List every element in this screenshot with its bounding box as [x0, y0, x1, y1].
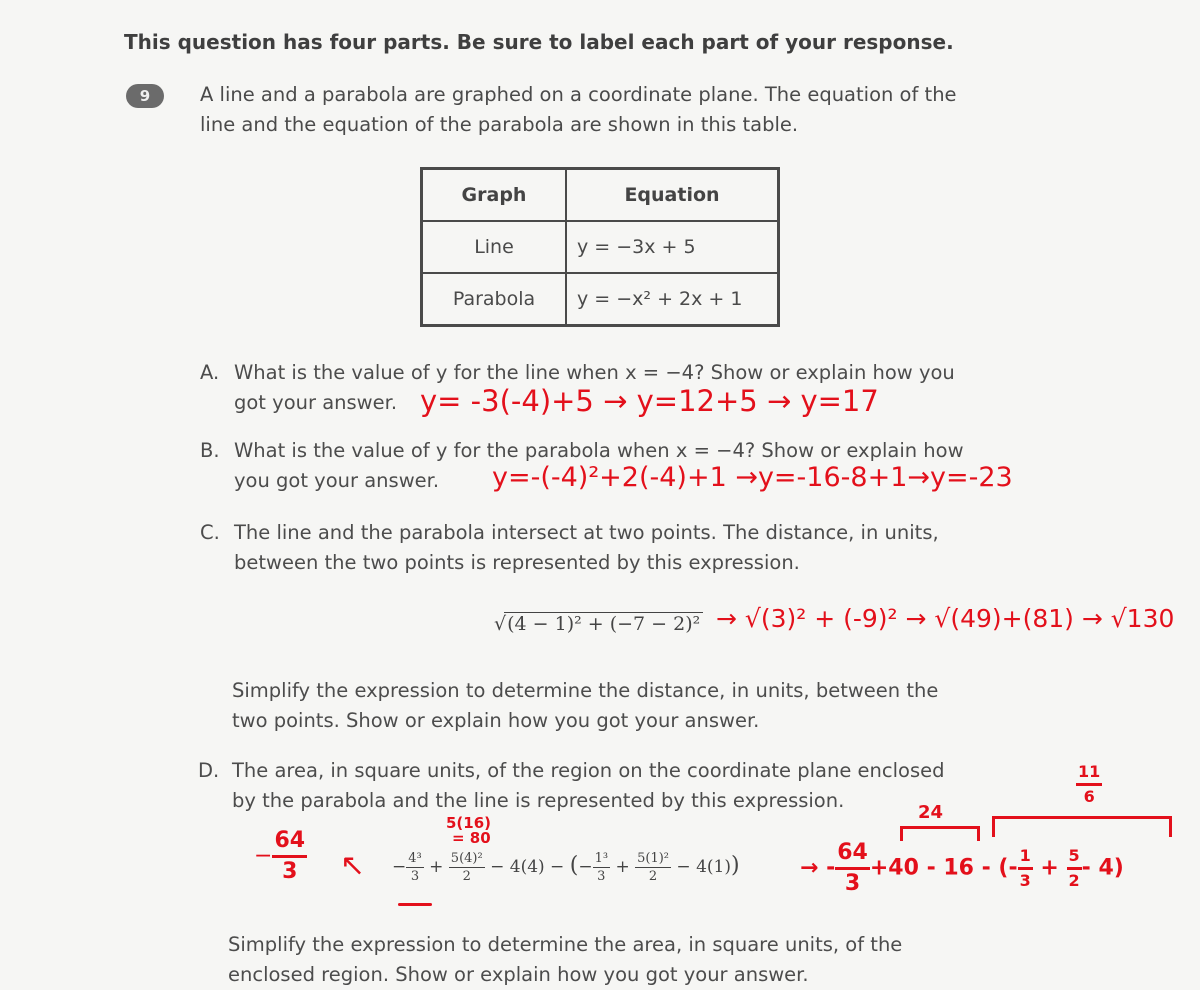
table-header-equation: Equation	[566, 169, 779, 222]
stem-line-1: A line and a parabola are graphed on a coordinate plane. The equation of the	[200, 83, 957, 106]
table-cell-equation: y = −x² + 2x + 1	[566, 273, 779, 326]
part-c-simplify-prompt	[232, 676, 938, 736]
term6: − 4(1)	[676, 857, 731, 877]
hw-work-f2-den: 2	[1068, 871, 1080, 890]
term4-denominator: 3	[597, 869, 606, 884]
term3: − 4(4) −	[490, 857, 565, 877]
hw-note-line-1: 5(16)	[446, 814, 492, 832]
part-c-simplify-2: two points. Show or explain how you got your answer.	[232, 709, 760, 732]
term2-denominator: 2	[462, 869, 471, 884]
part-d-simplify-2: enclosed region. Show or explain how you got your answer.	[228, 963, 809, 986]
part-c-simplify-1: Simplify the expression to determine the distance, in units, between the	[232, 679, 939, 702]
hw-work-tail: - 4)	[1081, 855, 1124, 881]
part-b-text-1: What is the value of y for the parabola when x = −4? Show or explain how	[234, 439, 964, 462]
part-d-simplify-prompt	[228, 930, 902, 990]
hw-work-numerator: 64	[835, 842, 870, 870]
term5-numerator: 5(1)²	[637, 851, 670, 866]
hw-brace-2-label	[1076, 764, 1102, 805]
hw-brace-1-label: 24	[918, 802, 944, 823]
part-d-text-1: The area, in square units, of the region on the coordinate plane enclosed	[232, 759, 945, 782]
hw-work-arrow: → -	[800, 855, 836, 881]
part-b-handwritten-answer: y=-(-4)²+2(-4)+1 →y=-16-8+1→y=-23	[492, 462, 1013, 493]
part-d-area-expression: − $\frac{\text{4³}}{3}$ + $\frac{\text{5(4)²}}{2}$ − 4(4) − (− $\frac{\text{1³}}{3}$ + $\frac{\text{5(1)²}}{2}$ − 4(1))	[392, 851, 740, 884]
hw-work-f1-den: 3	[1019, 871, 1031, 890]
part-d	[198, 756, 945, 816]
section-instructions: This question has four parts. Be sure to label each part of your response.	[124, 30, 954, 54]
part-a-handwritten-answer: y= -3(-4)+5 → y=12+5 → y=17	[420, 384, 879, 418]
hw-brace-1	[900, 826, 980, 841]
part-a-label: A.	[200, 361, 220, 384]
hw-left-denominator: 3	[282, 859, 298, 884]
term2-numerator: 5(4)²	[450, 851, 483, 866]
hw-underline	[398, 903, 432, 906]
hw-brace-2-numerator: 11	[1076, 764, 1102, 786]
term1-denominator: 3	[410, 869, 420, 884]
part-c-handwritten-work: → √(3)² + (-9)² → √(49)+(81) → √130	[716, 604, 1175, 633]
table-header-graph: Graph	[422, 169, 567, 222]
hw-work-middle: +40 - 16 - (-	[869, 855, 1018, 881]
part-c-label: C.	[200, 521, 220, 544]
question-stem	[200, 80, 1100, 140]
hw-left-numerator: 64	[272, 830, 307, 858]
equation-table	[420, 167, 780, 327]
hw-brace-2-denominator: 6	[1083, 787, 1095, 806]
part-d-handwritten-work: → - $\frac{64}{3}$ +40 - 16 - (- $\frac{1}{3}$ + $\frac{5}{2}$ - 4)	[800, 840, 1124, 896]
part-d-label: D.	[198, 759, 220, 782]
part-b-label: B.	[200, 439, 220, 462]
part-c-text-1: The line and the parabola intersect at two points. The distance, in units,	[234, 521, 939, 544]
hw-work-f2-num: 5	[1067, 848, 1082, 870]
part-b-text-2: you got your answer.	[234, 469, 440, 492]
term5-denominator: 2	[648, 869, 658, 884]
table-header-row	[422, 169, 779, 222]
sqrt-icon: √	[494, 613, 507, 635]
table-cell-equation: y = −3x + 5	[566, 221, 779, 273]
table-cell-graph: Parabola	[422, 273, 567, 326]
arrow-up-left-icon: ↖	[340, 848, 366, 883]
table-cell-graph: Line	[422, 221, 567, 273]
hw-work-f1-num: 1	[1018, 848, 1033, 870]
part-d-handwritten-note: 5(16) = 80	[446, 814, 492, 847]
stem-line-2: line and the equation of the parabola are shown in this table.	[200, 113, 799, 136]
part-a-text-2: got your answer.	[234, 391, 398, 414]
term4-numerator: 1³	[594, 851, 609, 866]
part-d-simplify-1: Simplify the expression to determine the area, in square units, of the	[228, 933, 903, 956]
part-c	[200, 518, 939, 578]
hw-work-denominator: 3	[844, 871, 861, 896]
part-d-handwritten-result: − $\frac{64}{3}$	[254, 828, 306, 884]
radicand: (4 − 1)² + (−7 − 2)²	[504, 612, 703, 635]
table-row	[422, 273, 779, 326]
part-a-text-1: What is the value of y for the line when x = −4? Show or explain how you	[234, 361, 955, 384]
part-d-text-2: by the parabola and the line is represented by this expression.	[232, 789, 845, 812]
part-c-distance-expression	[494, 612, 703, 635]
hw-note-line-2: 80	[469, 829, 491, 847]
question-number-badge: 9	[126, 84, 164, 108]
hw-brace-2	[992, 816, 1172, 837]
table-row	[422, 221, 779, 273]
part-c-text-2: between the two points is represented by this expression.	[234, 551, 800, 574]
term1-numerator: 4³	[408, 851, 422, 866]
